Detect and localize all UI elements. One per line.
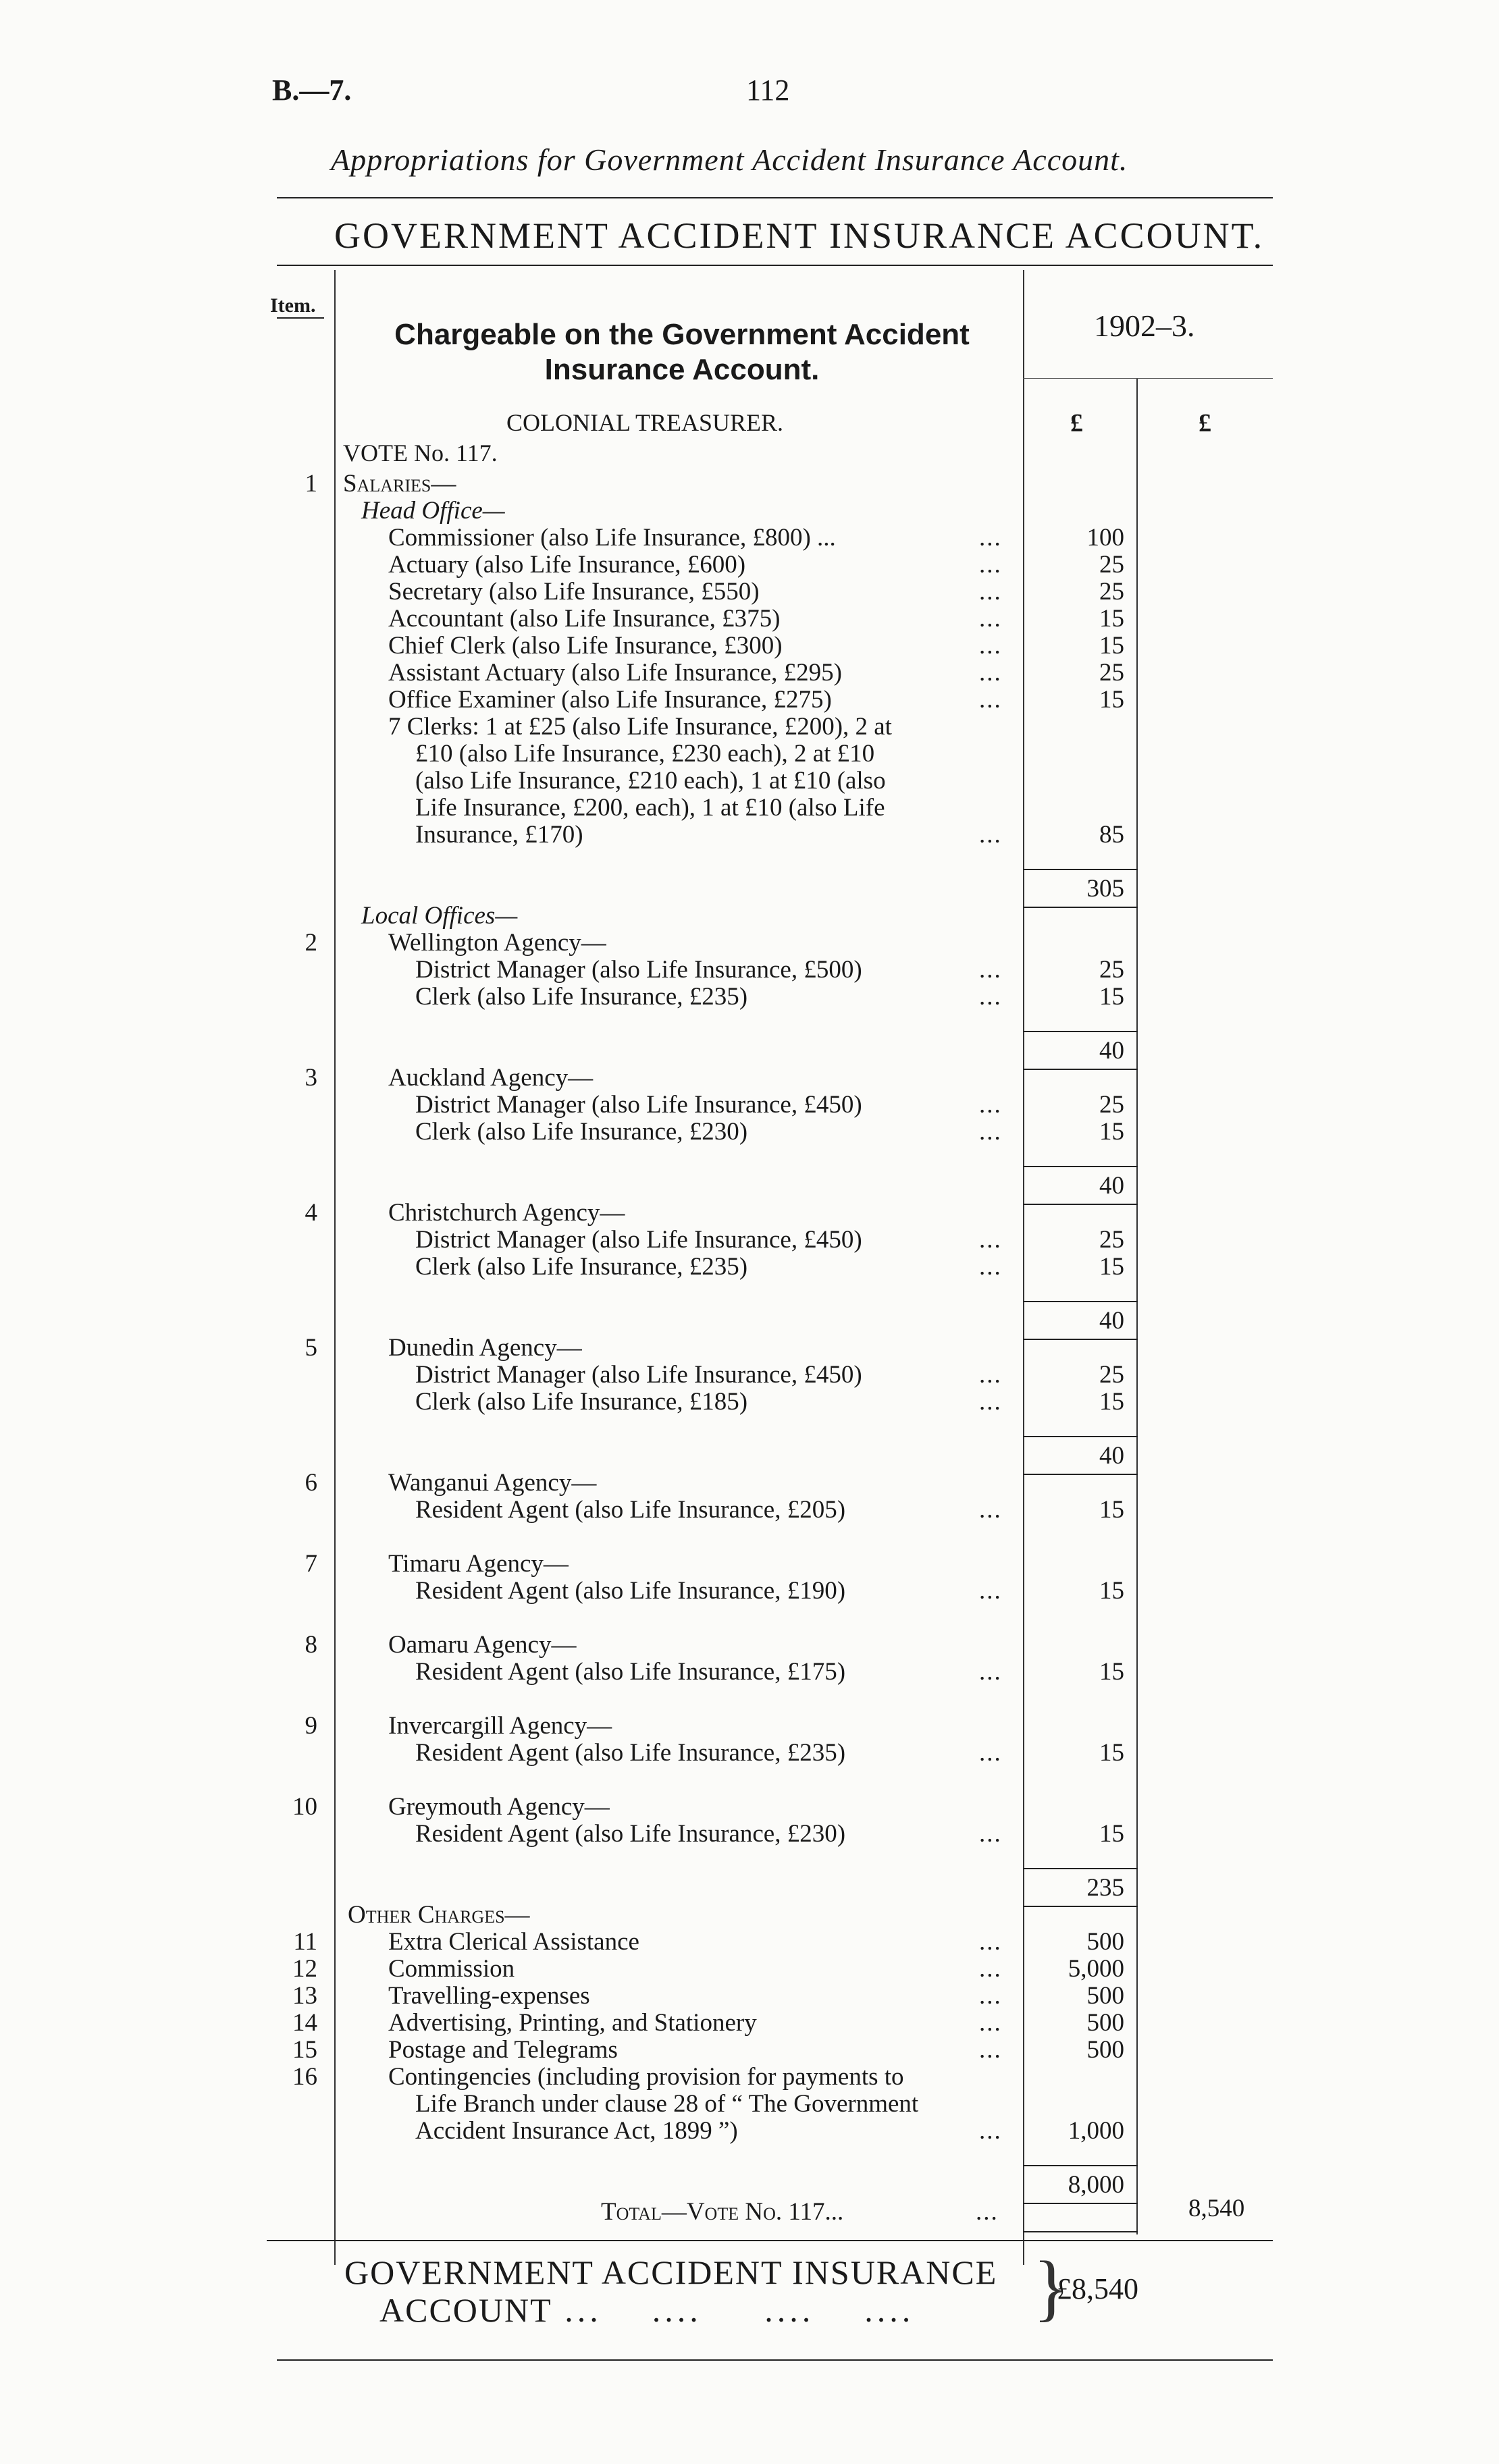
leader-dots: ... xyxy=(979,1928,1002,1956)
line-description: District Manager (also Life Insurance, £450) xyxy=(415,1226,862,1254)
chargeable-heading: Chargeable on the Government Accident Insurance Account. xyxy=(394,318,970,386)
line-description: 7 Clerks: 1 at £25 (also Life Insurance, £200), 2 at xyxy=(388,713,892,741)
item-number: 7 xyxy=(305,1550,317,1578)
item-number: 1 xyxy=(305,470,317,498)
line-description: Clerk (also Life Insurance, £235) xyxy=(415,983,748,1011)
line-amount: 8,000 xyxy=(1068,2171,1124,2199)
line-description: Postage and Telegrams xyxy=(388,2036,618,2064)
leader-dots: ... xyxy=(979,659,1002,687)
line-description: Life Insurance, £200, each), 1 at £10 (also Life xyxy=(415,794,885,822)
line-amount: 15 xyxy=(1099,1496,1124,1524)
line-amount: 15 xyxy=(1099,632,1124,660)
line-description: Commissioner (also Life Insurance, £800) ... xyxy=(388,524,836,552)
line-description: Resident Agent (also Life Insurance, £235) xyxy=(415,1739,846,1767)
subtotal-rule xyxy=(1023,2165,1138,2166)
line-amount: 305 xyxy=(1086,875,1124,903)
leader-dots: ... xyxy=(979,956,1002,984)
leader-dots: ... xyxy=(979,2009,1002,2037)
document-code: B.—7. xyxy=(272,74,352,107)
rule-top xyxy=(277,197,1273,198)
line-amount: 25 xyxy=(1099,956,1124,984)
subtotal-rule xyxy=(1023,1166,1138,1167)
leader-dots: ... xyxy=(979,686,1002,714)
subtotal-rule xyxy=(1023,869,1138,870)
item-number: 6 xyxy=(305,1469,317,1497)
line-description: Assistant Actuary (also Life Insurance, £295) xyxy=(388,659,842,687)
subtotal-rule xyxy=(1023,1906,1138,1907)
page-number: 112 xyxy=(746,74,790,107)
item-number: 2 xyxy=(305,929,317,957)
line-description: Office Examiner (also Life Insurance, £275) xyxy=(388,686,832,714)
line-amount: 5,000 xyxy=(1068,1955,1124,1983)
line-description: Christchurch Agency— xyxy=(388,1199,625,1227)
line-description: Invercargill Agency— xyxy=(388,1712,612,1740)
line-description: Wellington Agency— xyxy=(388,929,606,957)
line-description: Greymouth Agency— xyxy=(388,1793,610,1821)
line-description: Clerk (also Life Insurance, £185) xyxy=(415,1388,748,1416)
column-divider-text xyxy=(1023,270,1024,2265)
line-description: Clerk (also Life Insurance, £235) xyxy=(415,1253,748,1281)
leader-dots: ... xyxy=(979,1253,1002,1281)
leader-dots: ... xyxy=(979,578,1002,606)
leader-dots: ... xyxy=(979,632,1002,660)
total-leader-dots: ... xyxy=(976,2198,999,2226)
subtotal-rule xyxy=(1023,2203,1138,2204)
line-amount: 15 xyxy=(1099,1118,1124,1146)
item-number: 5 xyxy=(305,1334,317,1362)
line-amount: 15 xyxy=(1099,1577,1124,1605)
leader-dots: ... xyxy=(979,1955,1002,1983)
line-description: Dunedin Agency— xyxy=(388,1334,582,1362)
leader-dots: ... xyxy=(979,1982,1002,2010)
line-description: District Manager (also Life Insurance, £450) xyxy=(415,1091,862,1119)
leader-dots: ... xyxy=(979,821,1002,849)
line-description: Head Office— xyxy=(361,497,505,525)
line-description: Clerk (also Life Insurance, £230) xyxy=(415,1118,748,1146)
item-number: 8 xyxy=(305,1631,317,1659)
department-heading: COLONIAL TREASURER. xyxy=(506,409,784,436)
line-amount: 25 xyxy=(1099,1361,1124,1389)
pound-symbol-items: £ xyxy=(1070,409,1083,437)
item-column-label: Item. xyxy=(270,294,316,317)
item-label-dash xyxy=(277,317,324,319)
footer-line-2: ACCOUNT ... .... .... .... xyxy=(379,2291,915,2329)
line-description: Insurance, £170) xyxy=(415,821,583,849)
document-subtitle: Appropriations for Government Accident Insurance Account. xyxy=(331,142,1128,177)
line-amount: 15 xyxy=(1099,1388,1124,1416)
leader-dots: ... xyxy=(979,1388,1002,1416)
line-amount: 15 xyxy=(1099,1739,1124,1767)
item-number: 9 xyxy=(305,1712,317,1740)
total-vote-amount: 8,540 xyxy=(1188,2195,1245,2222)
rule-year xyxy=(1023,378,1273,379)
line-amount: 85 xyxy=(1099,821,1124,849)
subtotal-rule xyxy=(1023,1436,1138,1437)
subtotal-rule xyxy=(1023,1031,1138,1032)
subtotal-rule xyxy=(1023,1474,1138,1475)
subtotal-rule xyxy=(1023,1339,1138,1340)
line-description: Contingencies (including provision for payments to xyxy=(388,2063,904,2091)
line-description: Advertising, Printing, and Stationery xyxy=(388,2009,757,2037)
leader-dots: ... xyxy=(979,1226,1002,1254)
line-amount: 40 xyxy=(1099,1037,1124,1065)
line-description: Local Offices— xyxy=(361,902,518,930)
line-amount: 500 xyxy=(1086,2009,1124,2037)
item-number: 12 xyxy=(292,1955,317,1983)
line-description: Life Branch under clause 28 of “ The Government xyxy=(415,2090,919,2118)
line-amount: 40 xyxy=(1099,1442,1124,1470)
leader-dots: ... xyxy=(979,605,1002,633)
subtotal-rule xyxy=(1023,1204,1138,1205)
subtotal-rule xyxy=(1023,1301,1138,1302)
line-amount: 15 xyxy=(1099,686,1124,714)
footer-account-title xyxy=(344,2253,997,2329)
rule-footer-bottom xyxy=(277,2359,1273,2361)
line-amount: 235 xyxy=(1086,1874,1124,1902)
line-description: Travelling-expenses xyxy=(388,1982,590,2010)
line-amount: 100 xyxy=(1086,524,1124,552)
line-description: Secretary (also Life Insurance, £550) xyxy=(388,578,760,606)
leader-dots: ... xyxy=(979,551,1002,579)
subtotal-rule xyxy=(1023,907,1138,908)
vote-heading: VOTE No. 117. xyxy=(343,439,498,466)
rule-footer-top xyxy=(267,2240,1273,2241)
line-amount: 25 xyxy=(1099,578,1124,606)
line-amount: 1,000 xyxy=(1068,2117,1124,2145)
leader-dots: ... xyxy=(979,1496,1002,1524)
line-amount: 15 xyxy=(1099,605,1124,633)
line-description: Actuary (also Life Insurance, £600) xyxy=(388,551,746,579)
footer-total-amount: £8,540 xyxy=(1057,2272,1138,2305)
line-amount: 25 xyxy=(1099,1091,1124,1119)
leader-dots: ... xyxy=(979,1577,1002,1605)
line-description: District Manager (also Life Insurance, £500) xyxy=(415,956,862,984)
leader-dots: ... xyxy=(979,2117,1002,2145)
item-number: 4 xyxy=(305,1199,317,1227)
rule-under-title xyxy=(277,265,1273,266)
rule-total xyxy=(1023,2231,1138,2232)
line-amount: 15 xyxy=(1099,1820,1124,1848)
line-amount: 500 xyxy=(1086,2036,1124,2064)
leader-dots: ... xyxy=(979,983,1002,1011)
line-description: Auckland Agency— xyxy=(388,1064,594,1092)
footer-line-2-text: ACCOUNT xyxy=(379,2291,552,2329)
line-description: Wanganui Agency— xyxy=(388,1469,597,1497)
item-number: 11 xyxy=(293,1928,317,1956)
leader-dots: ... xyxy=(979,2036,1002,2064)
item-number: 15 xyxy=(292,2036,317,2064)
line-amount: 15 xyxy=(1099,1253,1124,1281)
line-amount: 500 xyxy=(1086,1982,1124,2010)
line-description: Resident Agent (also Life Insurance, £190) xyxy=(415,1577,846,1605)
line-description: Resident Agent (also Life Insurance, £205) xyxy=(415,1496,846,1524)
line-amount: 25 xyxy=(1099,551,1124,579)
line-amount: 500 xyxy=(1086,1928,1124,1956)
line-description: Commission xyxy=(388,1955,515,1983)
line-description: (also Life Insurance, £210 each), 1 at £10 (also xyxy=(415,767,886,795)
item-number: 14 xyxy=(292,2009,317,2037)
line-amount: 15 xyxy=(1099,983,1124,1011)
line-description: Accident Insurance Act, 1899 ”) xyxy=(415,2117,738,2145)
line-description: Chief Clerk (also Life Insurance, £300) xyxy=(388,632,783,660)
line-amount: 15 xyxy=(1099,1658,1124,1686)
line-description: Extra Clerical Assistance xyxy=(388,1928,639,1956)
page-title: GOVERNMENT ACCIDENT INSURANCE ACCOUNT. xyxy=(334,215,1265,256)
subtotal-rule xyxy=(1023,1069,1138,1070)
line-description: Timaru Agency— xyxy=(388,1550,569,1578)
line-description: £10 (also Life Insurance, £230 each), 2 at £10 xyxy=(415,740,875,768)
line-description: Accountant (also Life Insurance, £375) xyxy=(388,605,781,633)
line-amount: 40 xyxy=(1099,1172,1124,1200)
line-amount: 25 xyxy=(1099,659,1124,687)
line-amount: 40 xyxy=(1099,1307,1124,1335)
leader-dots: ... xyxy=(979,1658,1002,1686)
line-description: Resident Agent (also Life Insurance, £175) xyxy=(415,1658,846,1686)
footer-brace: } xyxy=(1033,2246,1069,2328)
item-number: 3 xyxy=(305,1064,317,1092)
leader-dots: ... xyxy=(979,524,1002,552)
line-description: Resident Agent (also Life Insurance, £230) xyxy=(415,1820,846,1848)
leader-dots: ... xyxy=(979,1091,1002,1119)
subtotal-rule xyxy=(1023,1868,1138,1869)
item-number: 13 xyxy=(292,1982,317,2010)
line-description: Other Charges— xyxy=(348,1901,530,1929)
item-number: 10 xyxy=(292,1793,317,1821)
line-description: Oamaru Agency— xyxy=(388,1631,577,1659)
leader-dots: ... xyxy=(979,1361,1002,1389)
line-description: Salaries— xyxy=(343,470,456,498)
column-divider-amount xyxy=(1136,378,1138,2234)
leader-dots: ... xyxy=(979,1118,1002,1146)
item-number: 16 xyxy=(292,2063,317,2091)
line-description: District Manager (also Life Insurance, £450) xyxy=(415,1361,862,1389)
column-divider-item xyxy=(334,270,336,2265)
leader-dots: ... xyxy=(979,1820,1002,1848)
footer-line-1: GOVERNMENT ACCIDENT INSURANCE xyxy=(344,2253,998,2291)
financial-year: 1902–3. xyxy=(1094,309,1195,343)
leader-dots: ... xyxy=(979,1739,1002,1767)
pound-symbol-totals: £ xyxy=(1199,409,1211,437)
total-vote-label: Total—Vote No. 117... xyxy=(601,2198,844,2226)
line-amount: 25 xyxy=(1099,1226,1124,1254)
